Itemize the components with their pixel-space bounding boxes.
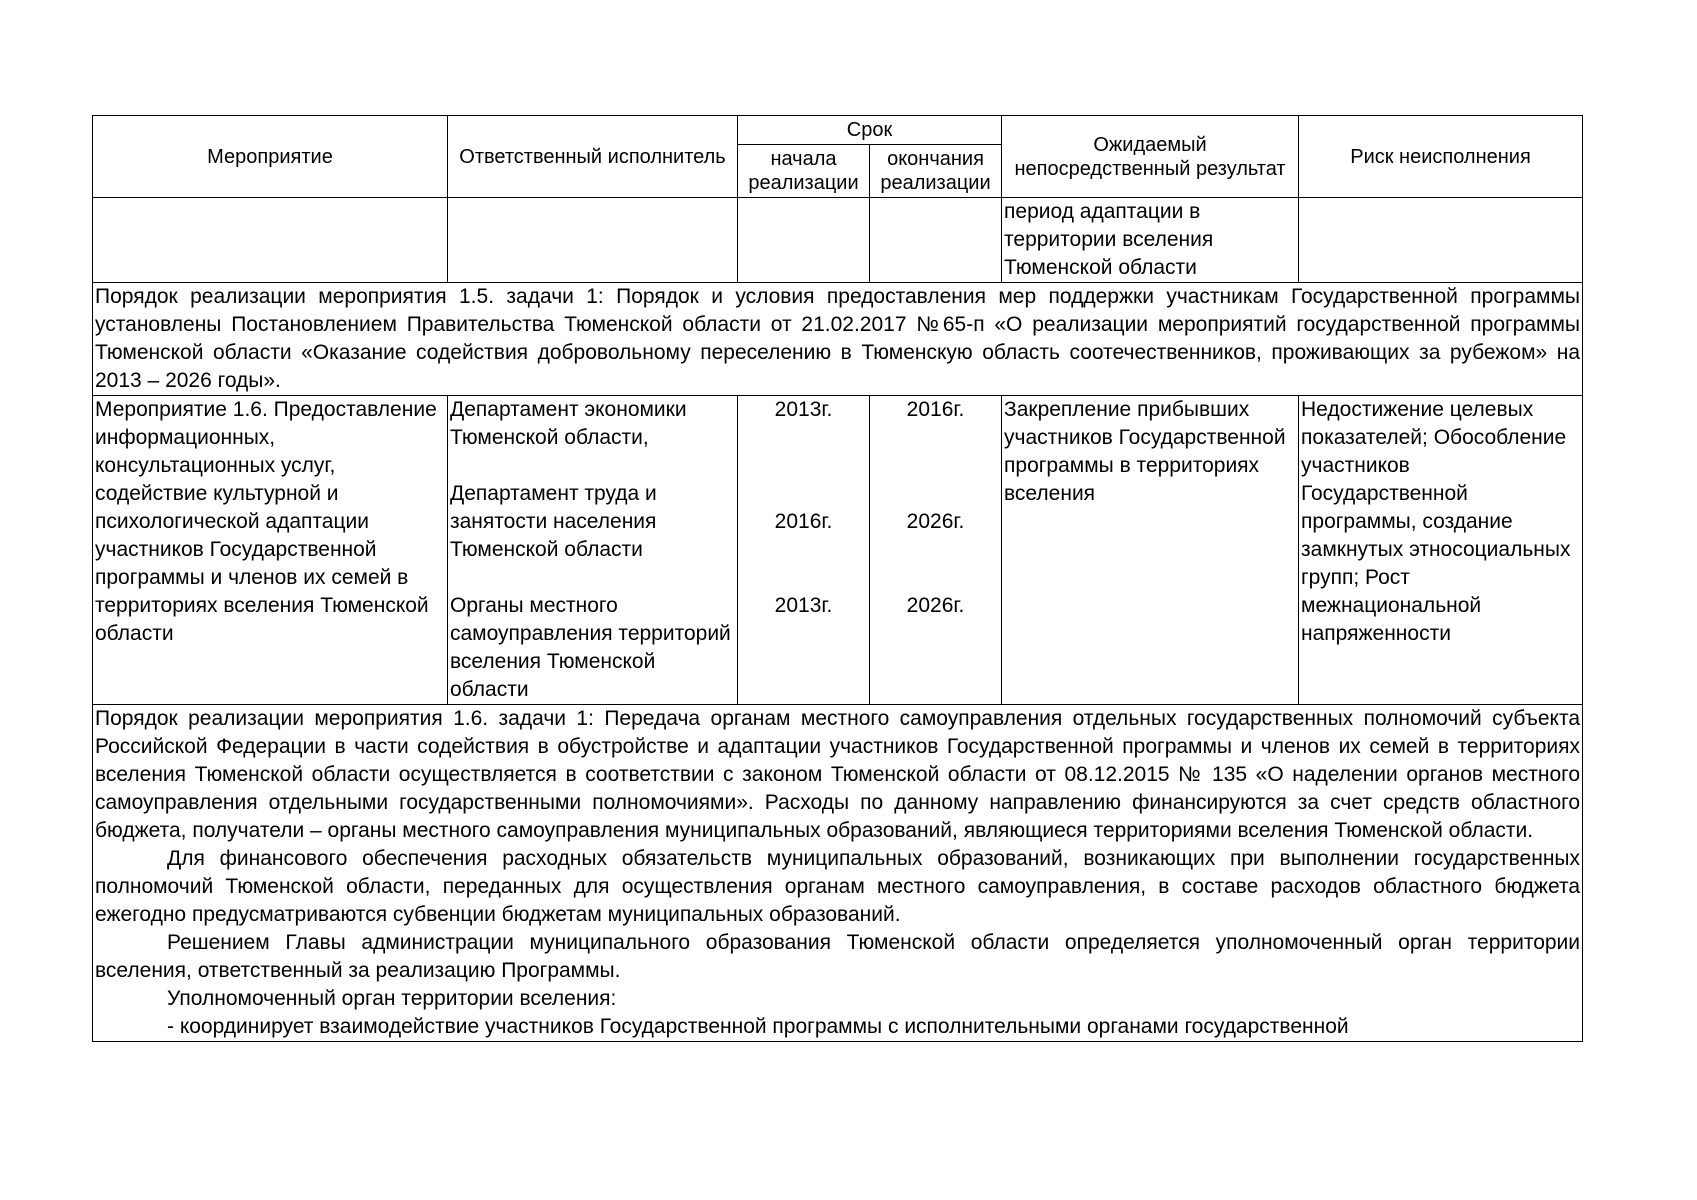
responsible-2: Департамент труда и занятости населения Тюменской области: [450, 482, 657, 561]
order-row-1-5: [93, 283, 1583, 396]
header-end: окончания реализации: [870, 145, 1002, 198]
start-3: 2013г.: [774, 594, 833, 617]
cell-empty: [93, 198, 448, 283]
cell-empty: [448, 198, 738, 283]
end-2: 2026г.: [906, 510, 965, 533]
header-risk: Риск неисполнения: [1299, 116, 1583, 198]
header-term: Срок: [738, 116, 1002, 145]
end-3: 2026г.: [906, 594, 965, 617]
cell-empty: [1299, 198, 1583, 283]
start-1: 2013г.: [774, 398, 833, 421]
end-1: 2016г.: [906, 398, 965, 421]
order-text-1-5: [93, 283, 1583, 396]
cell-risk: Недостижение целевых показателей; Обособление участников Государственной программы, создание замкнутых этносоциальных групп; Рост межнациональной напряженности: [1299, 396, 1583, 705]
cell-result: Закрепление прибывших участников Государственной программы в территориях вселения: [1002, 396, 1299, 705]
order-paragraph: Решением Главы администрации муниципального образования Тюменской области определяется уполномоченный орган территории вселения, ответственный за реализацию Программы.: [95, 931, 1581, 982]
header-event: Мероприятие: [93, 116, 448, 198]
responsible-3: Органы местного самоуправления территорий вселения Тюменской области: [450, 594, 731, 701]
header-start: начала реализации: [738, 145, 870, 198]
cell-empty: [738, 198, 870, 283]
order-paragraph: Уполномоченный орган территории вселения:: [167, 987, 617, 1010]
table-row-event-1-6: [93, 396, 1583, 705]
cell-end: [870, 396, 1002, 705]
header-row: [93, 116, 1583, 145]
program-table: [92, 115, 1583, 1042]
header-result: Ожидаемый непосредственный результат: [1002, 116, 1299, 198]
order-paragraph: Порядок реализации мероприятия 1.6. задачи 1: Передача органам местного самоуправления отдельных государственных полномочий субъекта Российской Федерации в части содействия в обустройстве и адаптации участников Государственной программы и членов их семей в территориях вселения Тюменской области осуществляется в соответствии с законом Тюменской области от 08.12.2015 № 135 «О наделении органов местного самоуправления отдельными государственными полномочиями». Расходы по данному направлению финансируются за счет средств областного бюджета, получатели – органы местного самоуправления муниципальных образований, являющиеся территориями вселения Тюменской области.: [95, 707, 1581, 842]
table-row-continuation: [93, 198, 1583, 283]
order-row-1-6: [93, 705, 1583, 1042]
cell-start: [738, 396, 870, 705]
cell-event-name: Мероприятие 1.6. Предоставление информационных, консультационных услуг, содействие культурной и психологической адаптации участников Государственной программы и членов их семей в территориях вселения Тюменской области: [93, 396, 448, 705]
cell-responsible: [448, 396, 738, 705]
responsible-1: Департамент экономики Тюменской области,: [450, 398, 687, 449]
order-paragraph: Порядок реализации мероприятия 1.5. задачи 1: Порядок и условия предоставления мер поддержки участникам Государственной программы установлены Постановлением Правительства Тюменской области от 21.02.2017 №65-п «О реализации мероприятий государственной программы Тюменской области «Оказание содействия добровольному переселению в Тюменскую область соотечественников, проживающих за рубежом» на 2013 – 2026 годы».: [95, 285, 1581, 392]
cell-empty: [870, 198, 1002, 283]
order-paragraph: - координирует взаимодействие участников Государственной программы с исполнительными органами государственной: [167, 1015, 1349, 1038]
order-text-1-6: [93, 705, 1583, 1042]
header-responsible: Ответственный исполнитель: [448, 116, 738, 198]
start-2: 2016г.: [774, 510, 833, 533]
cell-result: период адаптации в территории вселения Тюменской области: [1002, 198, 1299, 283]
order-paragraph: Для финансового обеспечения расходных обязательств муниципальных образований, возникающих при выполнении государственных полномочий Тюменской области, переданных для осуществления органам местного самоуправления, в составе расходов областного бюджета ежегодно предусматриваются субвенции бюджетам муниципальных образований.: [95, 847, 1581, 926]
